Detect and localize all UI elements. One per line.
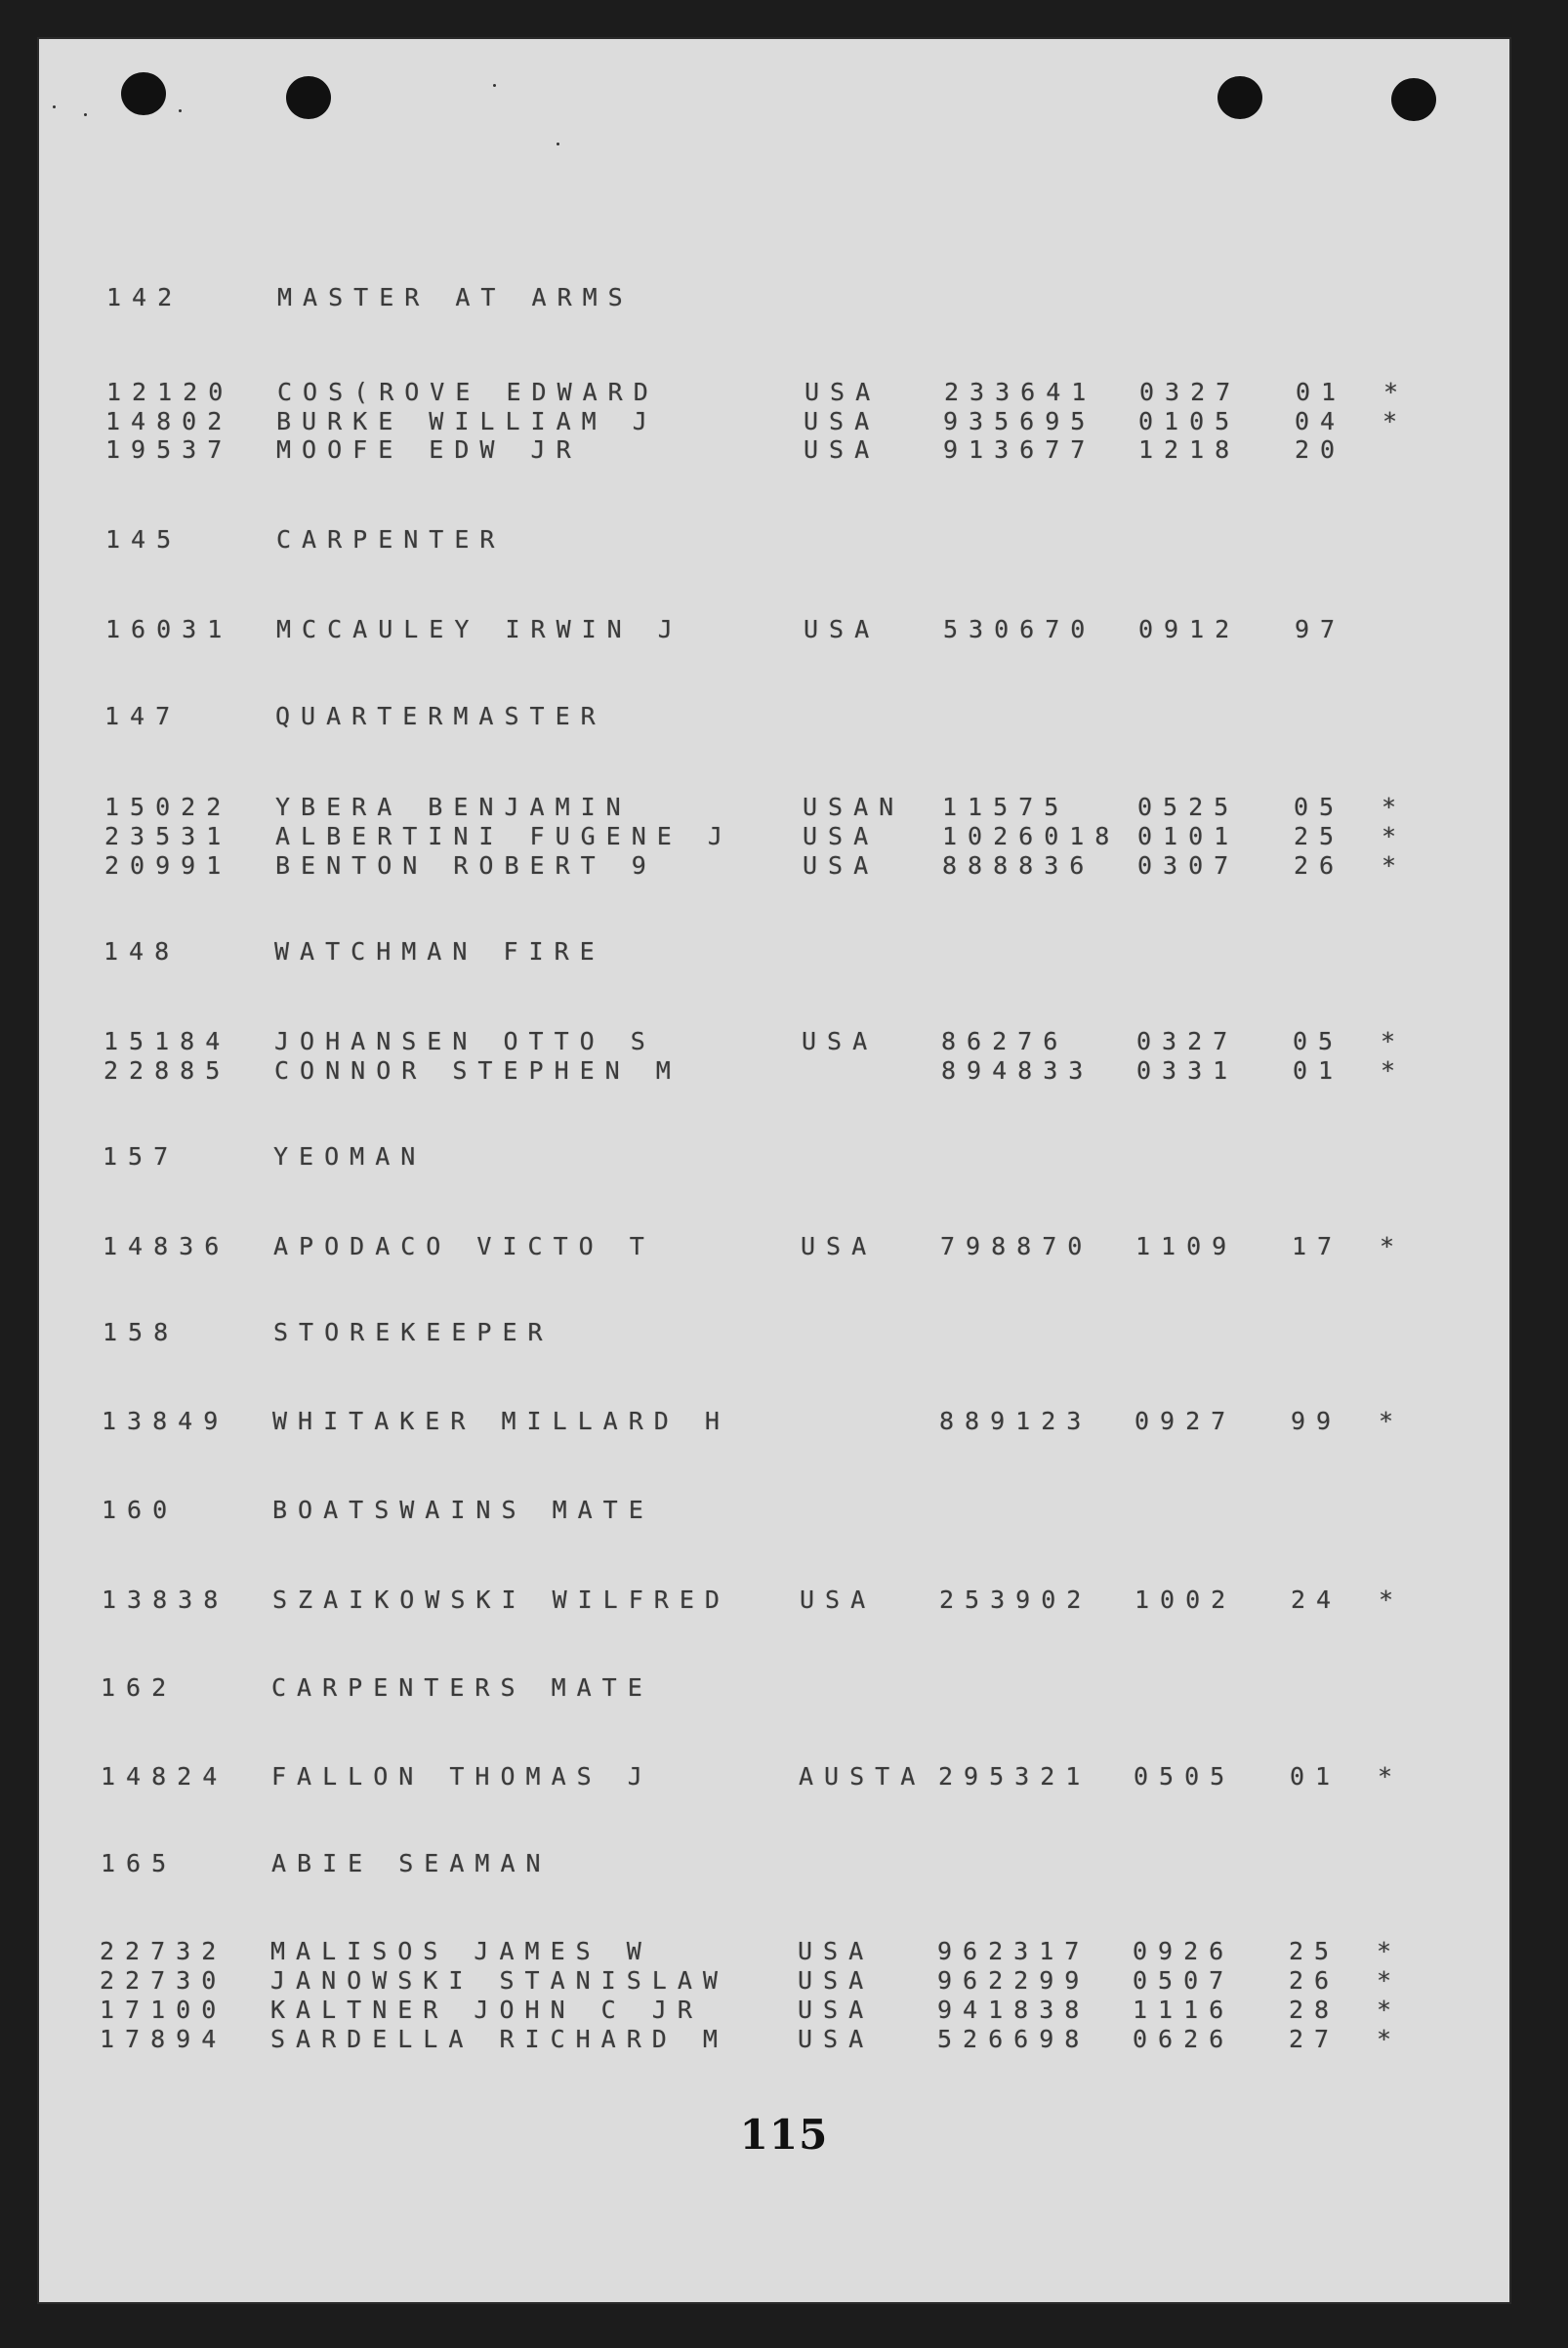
record-id: 17894 <box>100 2025 227 2053</box>
section-title: CARPENTER <box>276 525 506 554</box>
record-id: 13838 <box>102 1586 229 1614</box>
record-mark: * <box>1377 1937 1403 1965</box>
section-code: 142 <box>106 283 184 311</box>
record-nationality: USAN <box>803 793 905 821</box>
record-name: KALTNER JOHN C JR <box>270 1996 703 2024</box>
personnel-listing <box>39 39 1509 2302</box>
record-nationality: USA <box>802 1027 879 1055</box>
record-nationality: USA <box>798 1937 875 1965</box>
record-count: 04 <box>1295 407 1346 435</box>
record-count: 27 <box>1289 2025 1341 2053</box>
record-number: 1026018 <box>942 822 1121 850</box>
record-count: 01 <box>1290 1762 1341 1791</box>
record-date: 0307 <box>1137 851 1240 880</box>
record-count: 99 <box>1291 1407 1342 1435</box>
record-name: APODACO VICTO T <box>273 1232 655 1260</box>
record-mark: * <box>1382 793 1408 821</box>
section-code: 165 <box>101 1849 178 1877</box>
record-id: 20991 <box>104 851 232 880</box>
record-number: 888836 <box>942 851 1095 880</box>
record-name: JOHANSEN OTTO S <box>274 1027 656 1055</box>
section-title: CARPENTERS MATE <box>271 1673 653 1702</box>
section-code: 158 <box>103 1318 180 1346</box>
section-code: 157 <box>103 1142 180 1171</box>
section-code: 160 <box>102 1496 179 1524</box>
record-count: 17 <box>1292 1232 1343 1260</box>
record-date: 0626 <box>1133 2025 1235 2053</box>
record-name: BENTON ROBERT 9 <box>275 851 657 880</box>
record-mark: * <box>1378 1762 1404 1791</box>
section-title: YEOMAN <box>273 1142 427 1171</box>
record-mark: * <box>1382 822 1408 850</box>
section-code: 162 <box>101 1673 178 1702</box>
record-mark: * <box>1382 407 1409 435</box>
record-number: 935695 <box>943 407 1096 435</box>
section-title: BOATSWAINS MATE <box>272 1496 654 1524</box>
record-count: 25 <box>1294 822 1345 850</box>
record-name: YBERA BENJAMIN <box>275 793 632 821</box>
record-id: 12120 <box>106 378 234 406</box>
record-id: 13849 <box>102 1407 229 1435</box>
record-id: 22730 <box>100 1966 227 1995</box>
record-id: 15022 <box>104 793 232 821</box>
record-date: 0505 <box>1134 1762 1236 1791</box>
record-number: 530670 <box>943 615 1096 643</box>
record-mark: * <box>1381 1027 1407 1055</box>
record-number: 894833 <box>941 1056 1094 1085</box>
record-count: 01 <box>1293 1056 1344 1085</box>
record-count: 24 <box>1291 1586 1342 1614</box>
record-name: FALLON THOMAS J <box>271 1762 653 1791</box>
record-number: 798870 <box>940 1232 1093 1260</box>
record-count: 26 <box>1294 851 1345 880</box>
record-nationality: USA <box>800 1586 877 1614</box>
record-nationality: USA <box>805 378 882 406</box>
record-nationality: USA <box>803 822 880 850</box>
section-code: 145 <box>105 525 183 554</box>
record-mark: * <box>1380 1232 1406 1260</box>
record-name: JANOWSKI STANISLAW <box>270 1966 728 1995</box>
record-nationality: USA <box>798 2025 875 2053</box>
record-number: 913677 <box>943 435 1096 464</box>
record-mark: * <box>1379 1407 1405 1435</box>
record-id: 15184 <box>103 1027 231 1055</box>
record-id: 14836 <box>103 1232 230 1260</box>
record-date: 1109 <box>1135 1232 1238 1260</box>
record-date: 1116 <box>1133 1996 1235 2024</box>
record-id: 19537 <box>105 435 233 464</box>
record-mark: * <box>1377 1966 1403 1995</box>
record-date: 0912 <box>1138 615 1241 643</box>
record-name: MCCAULEY IRWIN J <box>276 615 683 643</box>
record-nationality: AUSTA <box>799 1762 927 1791</box>
record-count: 05 <box>1293 1027 1344 1055</box>
record-name: ALBERTINI FUGENE J <box>275 822 733 850</box>
record-date: 0101 <box>1137 822 1240 850</box>
section-title: STOREKEEPER <box>273 1318 554 1346</box>
record-count: 20 <box>1295 435 1346 464</box>
record-count: 01 <box>1296 378 1347 406</box>
record-date: 0331 <box>1136 1056 1239 1085</box>
record-number: 526698 <box>937 2025 1091 2053</box>
record-mark: * <box>1381 1056 1407 1085</box>
record-nationality: USA <box>803 851 880 880</box>
record-name: MALISOS JAMES W <box>270 1937 652 1965</box>
record-date: 0525 <box>1137 793 1240 821</box>
record-mark: * <box>1377 1996 1403 2024</box>
record-mark: * <box>1377 2025 1403 2053</box>
record-date: 1002 <box>1135 1586 1237 1614</box>
record-name: SARDELLA RICHARD M <box>270 2025 728 2053</box>
record-name: WHITAKER MILLARD H <box>272 1407 730 1435</box>
record-mark: * <box>1383 378 1410 406</box>
record-id: 16031 <box>105 615 233 643</box>
record-count: 97 <box>1295 615 1346 643</box>
record-name: COS(ROVE EDWARD <box>277 378 659 406</box>
record-count: 25 <box>1289 1937 1341 1965</box>
record-nationality: USA <box>804 435 881 464</box>
record-mark: * <box>1382 851 1408 880</box>
record-nationality: USA <box>798 1996 875 2024</box>
record-date: 0927 <box>1135 1407 1237 1435</box>
section-title: MASTER AT ARMS <box>277 283 634 311</box>
record-number: 941838 <box>937 1996 1091 2024</box>
record-id: 14802 <box>105 407 233 435</box>
record-count: 26 <box>1289 1966 1341 1995</box>
document-page <box>39 39 1509 2302</box>
section-title: WATCHMAN FIRE <box>274 937 605 966</box>
record-mark: * <box>1379 1586 1405 1614</box>
record-number: 889123 <box>939 1407 1093 1435</box>
record-number: 86276 <box>941 1027 1069 1055</box>
record-name: BURKE WILLIAM J <box>276 407 658 435</box>
record-id: 22885 <box>103 1056 231 1085</box>
record-name: CONNOR STEPHEN M <box>274 1056 681 1085</box>
record-id: 17100 <box>100 1996 227 2024</box>
record-name: MOOFE EDW JR <box>276 435 582 464</box>
record-name: SZAIKOWSKI WILFRED <box>272 1586 730 1614</box>
record-nationality: USA <box>798 1966 875 1995</box>
section-title: QUARTERMASTER <box>275 702 606 730</box>
record-number: 253902 <box>939 1586 1093 1614</box>
record-id: 23531 <box>104 822 232 850</box>
record-nationality: USA <box>804 615 881 643</box>
record-number: 962317 <box>937 1937 1091 1965</box>
record-id: 14824 <box>101 1762 228 1791</box>
page-number: 115 <box>739 2111 829 2159</box>
section-title: ABIE SEAMAN <box>271 1849 552 1877</box>
record-count: 28 <box>1289 1996 1341 2024</box>
section-code: 147 <box>104 702 182 730</box>
record-number: 295321 <box>938 1762 1092 1791</box>
record-number: 962299 <box>937 1966 1091 1995</box>
record-number: 233641 <box>944 378 1097 406</box>
section-code: 148 <box>103 937 181 966</box>
record-date: 0507 <box>1133 1966 1235 1995</box>
record-id: 22732 <box>100 1937 227 1965</box>
record-date: 0327 <box>1139 378 1242 406</box>
record-number: 11575 <box>942 793 1070 821</box>
record-date: 0926 <box>1133 1937 1235 1965</box>
record-date: 1218 <box>1138 435 1241 464</box>
record-nationality: USA <box>801 1232 878 1260</box>
record-date: 0105 <box>1138 407 1241 435</box>
record-count: 05 <box>1294 793 1345 821</box>
record-nationality: USA <box>804 407 881 435</box>
record-date: 0327 <box>1136 1027 1239 1055</box>
